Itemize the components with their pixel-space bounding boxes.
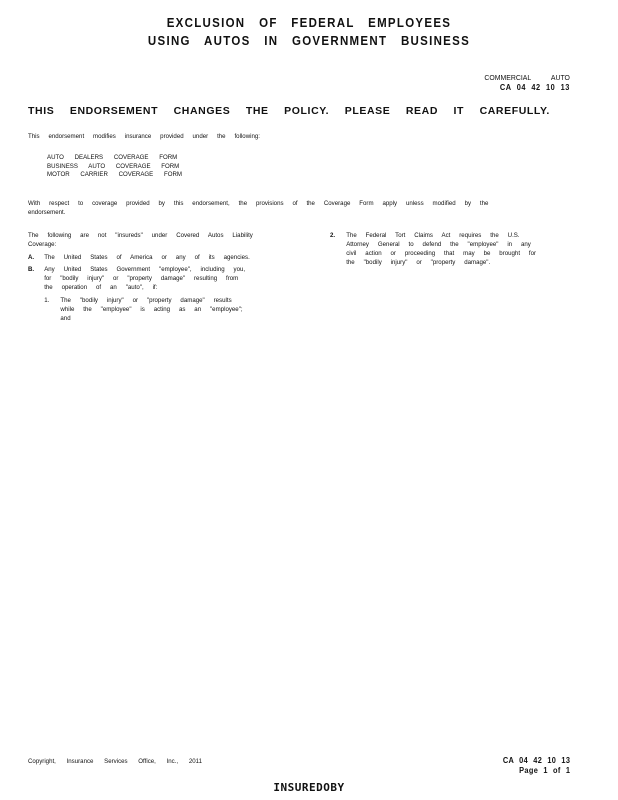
right-column: [330, 231, 546, 270]
item-a: [28, 253, 253, 262]
with-respect-text: With respect to coverage provided by this endorsement, the provisions of the Coverage Form apply unless modified by the endorsement.: [28, 200, 489, 216]
title-line-1: EXCLUSION OF FEDERAL EMPLOYEES: [166, 16, 452, 30]
form-code-top: CA 04 42 10 13: [499, 83, 570, 92]
footer-code: CA 04 42 10 13: [502, 756, 570, 765]
item-a-text: The United States of America or any of its agencies.: [44, 254, 250, 261]
item-a-label: A.: [28, 254, 35, 261]
intro-text: This endorsement modifies insurance provided under the following:: [28, 133, 260, 140]
left-column: [28, 231, 253, 323]
item-b: [28, 265, 253, 292]
endorsement-notice: THIS ENDORSEMENT CHANGES THE POLICY. PLEASE READ IT CAREFULLY.: [28, 105, 550, 117]
footer-form-id: [503, 756, 570, 776]
watermark: INSUREDOBY: [273, 781, 345, 794]
coverage-form-list: [47, 154, 281, 180]
left-intro: The following are not "insureds" under Covered Autos Liability Coverage:: [28, 232, 253, 248]
item-b1: [44, 296, 253, 323]
item-2: [330, 231, 546, 267]
item-b-label: B.: [28, 266, 35, 273]
item-2-label: 2.: [330, 232, 336, 239]
copyright: Copyright, Insurance Services Office, Inc., 2011: [28, 758, 202, 765]
item-b-text: Any United States Government "employee", including you, for "bodily injury" or "property damage" resulting from the operation of an "auto", if:: [44, 266, 246, 291]
page-number: Page 1 of 1: [518, 766, 570, 775]
form-item: AUTO DEALERS COVERAGE FORM: [47, 154, 178, 161]
form-item: MOTOR CARRIER COVERAGE FORM: [47, 171, 182, 178]
form-line: COMMERCIAL AUTO: [484, 73, 570, 82]
form-item: BUSINESS AUTO COVERAGE FORM: [47, 162, 180, 170]
item-2-text: The Federal Tort Claims Act requires the U.S. Attorney General to defend the "employee" in any civil action or proceeding that may be brought for the "bodily injury" or "property damage".: [346, 232, 537, 266]
item-b1-label: 1.: [44, 297, 50, 304]
item-b1-text: The "bodily injury" or "property damage" results while the "employee" is acting as an "employee"; and: [60, 297, 243, 322]
title-line-2: USING AUTOS IN GOVERNMENT BUSINESS: [147, 34, 471, 48]
form-id-top: [484, 73, 570, 93]
